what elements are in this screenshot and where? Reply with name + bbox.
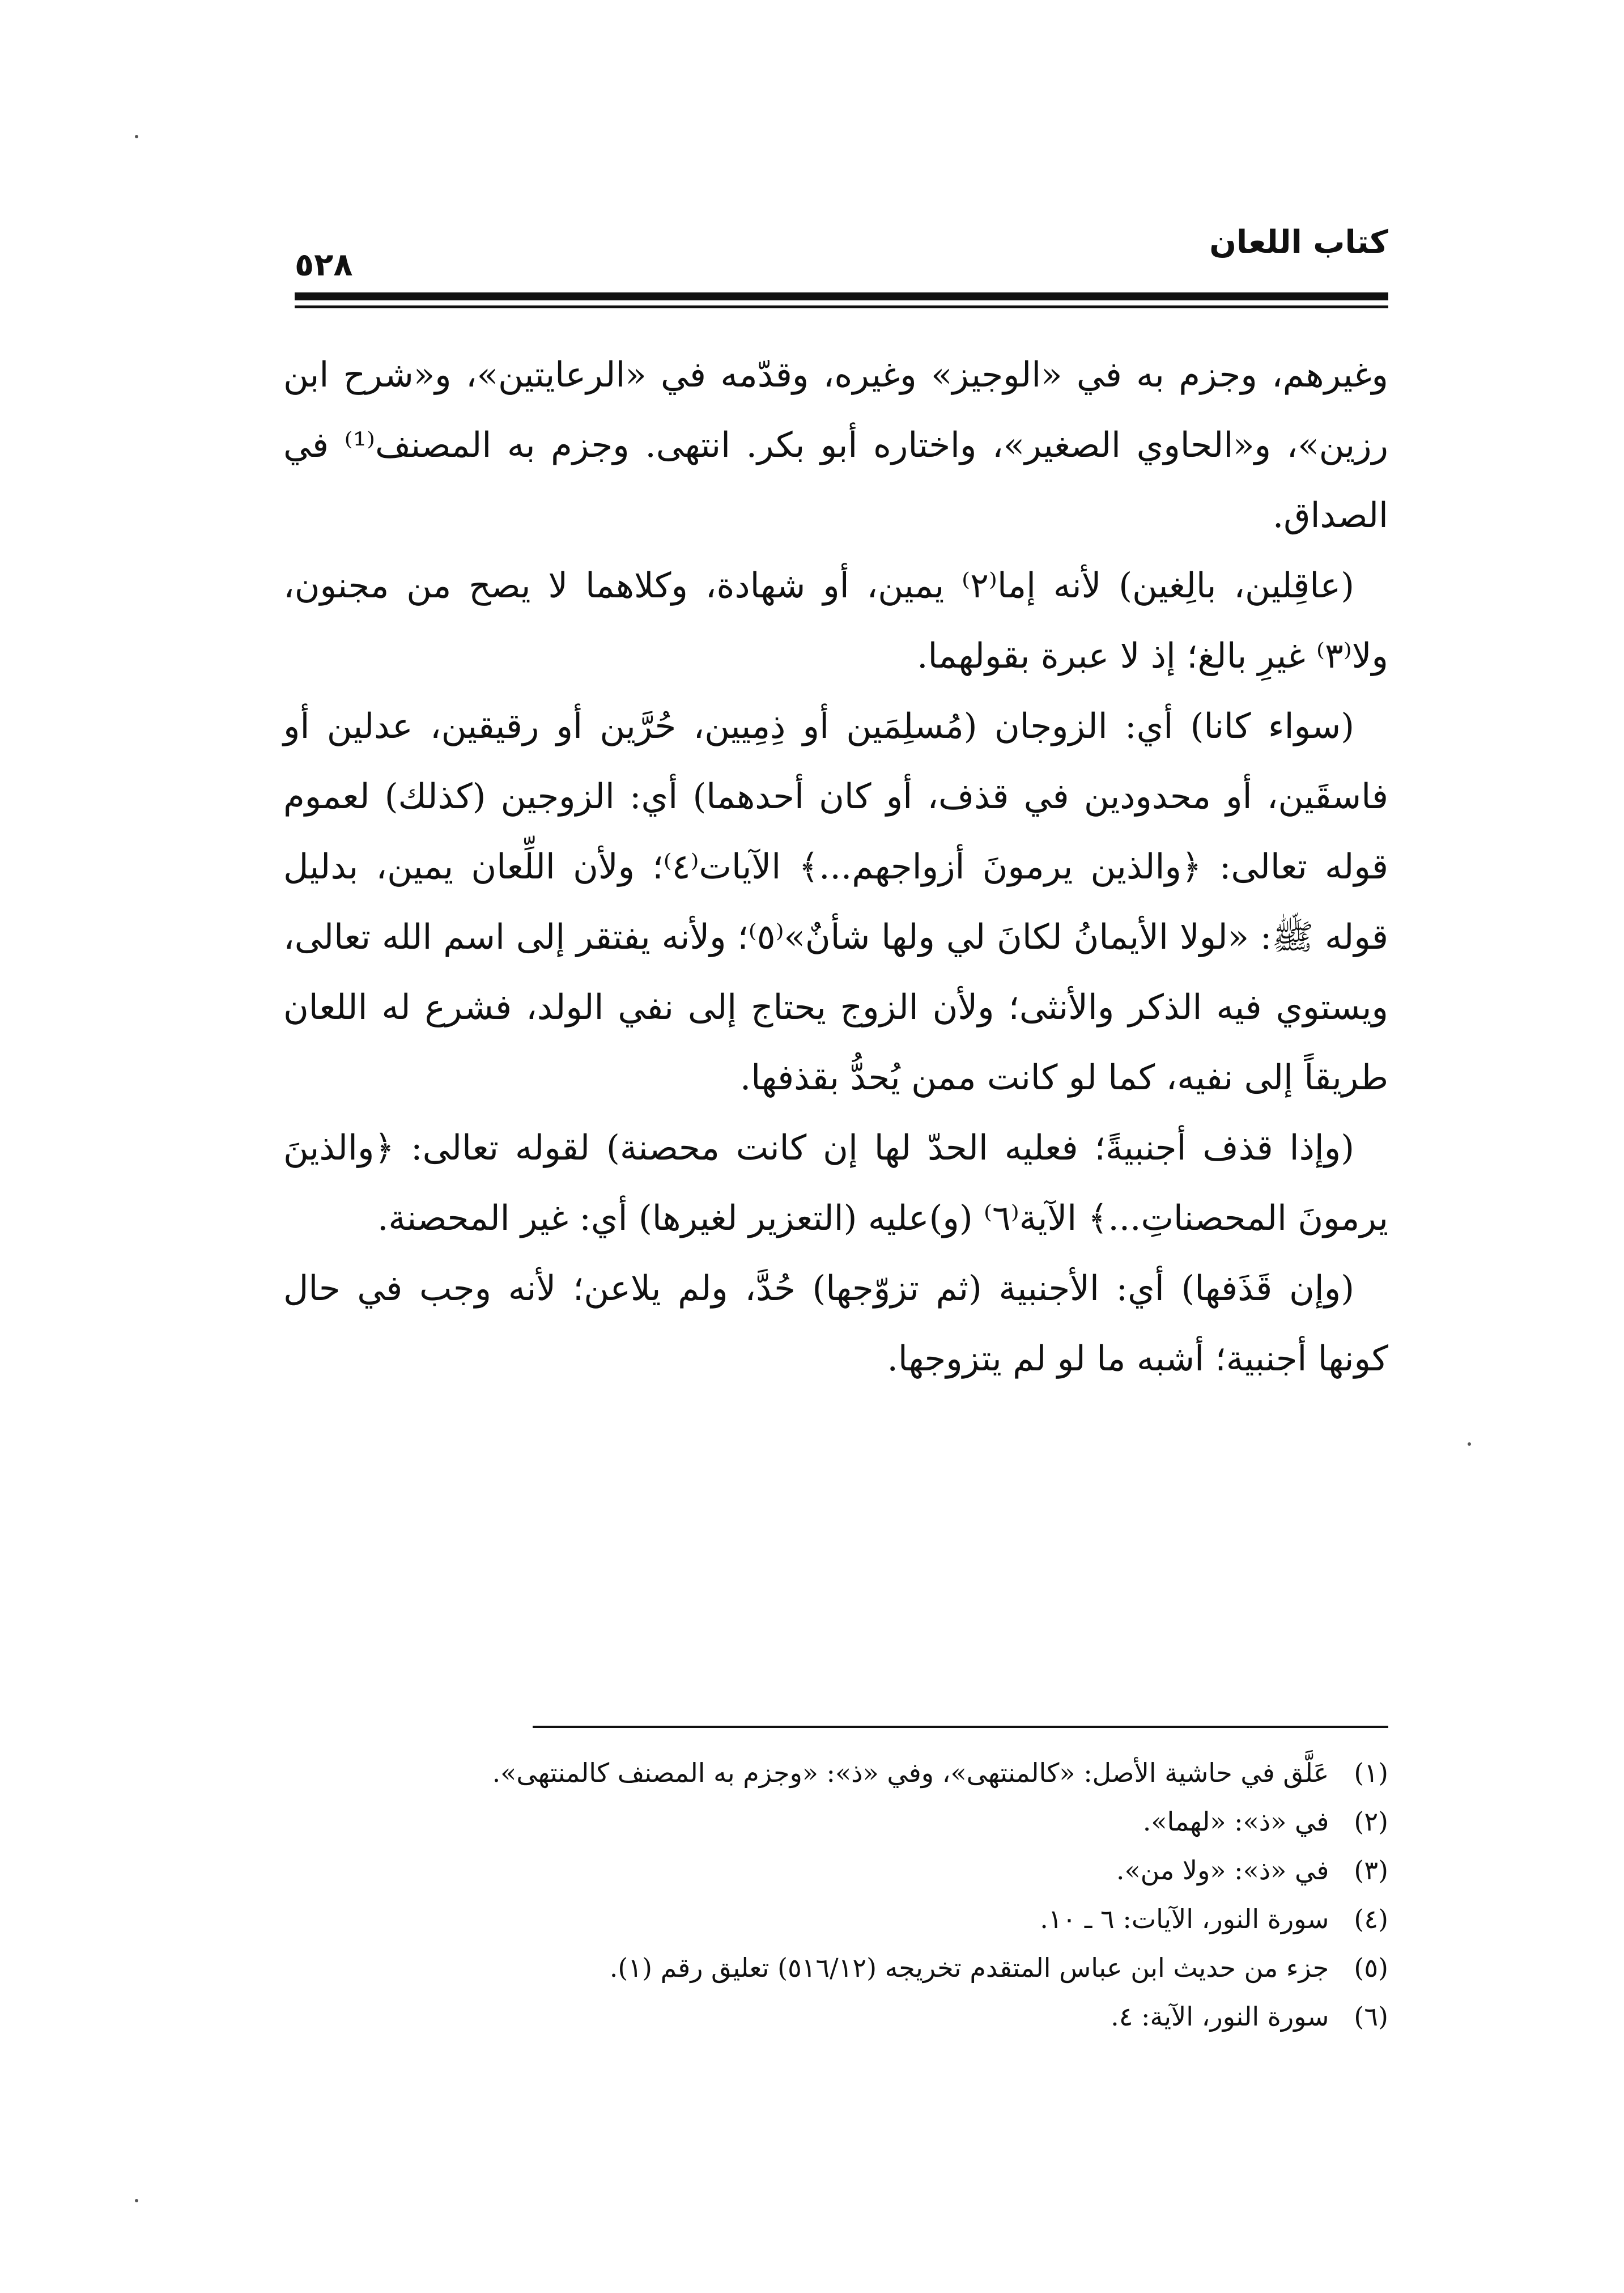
footnote-marker: (٤)	[1354, 1904, 1388, 1934]
scan-speck	[1468, 1442, 1471, 1446]
footnotes	[317, 1748, 1388, 2041]
paragraph: وغيرهم، وجزم به في «الوجيز» وغيره، وقدّمه في «الرعايتين»، و«شرح ابن رزين»، و«الحاوي الصغير»، واختاره أبو بكر. انتهى. وجزم به المصنف⁽¹⁾ في الصداق.	[283, 355, 1388, 536]
scan-speck	[135, 135, 138, 138]
paragraph: (سواء كانا) أي: الزوجان (مُسلِمَين أو ذِمِيين، حُرَّين أو رقيقين، عدلين أو فاسقَين، أو محدودين في قذف، أو كان أحدهما) أي: الزوجين (كذلك) لعموم قوله تعالى: ﴿والذين يرمونَ أزواجهم...﴾ الآيات⁽٤⁾؛ ولأن اللِّعان يمين، بدليل قوله ﷺ: «لولا الأيمانُ لكانَ لي ولها شأنٌ»⁽٥⁾؛ ولأنه يفتقر إلى اسم الله تعالى، ويستوي فيه الذكر والأنثى؛ ولأن الزوج يحتاج إلى نفي الولد، فشرع له اللعان طريقاً إلى نفيه، كما لو كانت ممن يُحدُّ بقذفها.	[283, 706, 1388, 1098]
footnote-marker: (٦)	[1354, 2001, 1388, 2032]
footnote	[317, 1797, 1388, 1846]
header-rule-thin	[295, 305, 1388, 308]
footnote-text: في «ذ»: «لهما».	[1142, 1806, 1329, 1837]
footnote-text: في «ذ»: «ولا من».	[1116, 1855, 1329, 1886]
header-rule-thick	[295, 292, 1388, 300]
paragraph: (عاقِلين، بالِغين) لأنه إما⁽٢⁾ يمين، أو شهادة، وكلاهما لا يصح من مجنون، ولا⁽٣⁾ غيرِ بالغ؛ إذ لا عبرة بقولهما.	[283, 566, 1388, 676]
footnote-marker: (١)	[1354, 1757, 1388, 1788]
footnote-text: سورة النور، الآية: ٤.	[1111, 2001, 1329, 2032]
footnote-text: سورة النور، الآيات: ٦ ـ ١٠.	[1040, 1904, 1329, 1934]
main-text	[283, 340, 1388, 1394]
footnote	[317, 1895, 1388, 1943]
footnote-text: جزء من حديث ابن عباس المتقدم تخريجه (٥١٦/١٢) تعليق رقم (١).	[609, 1952, 1329, 1983]
paragraph: (وإن قَذَفها) أي: الأجنبية (ثم تزوّجها) حُدَّ، ولم يلاعن؛ لأنه وجب في حال كونها أجنبية؛ أشبه ما لو لم يتزوجها.	[283, 1268, 1388, 1379]
paragraph: (وإذا قذف أجنبيةً؛ فعليه الحدّ لها إن كانت محصنة) لقوله تعالى: ﴿والذينَ يرمونَ المحصناتِ...﴾ الآية⁽٦⁾ (و)عليه (التعزير لغيرها) أي: غير المحصنة.	[283, 1128, 1388, 1238]
footnote-text: عَلَّق في حاشية الأصل: «كالمنتهى»، وفي «ذ»: «وجزم به المصنف كالمنتهى».	[492, 1757, 1329, 1788]
footnote	[317, 1992, 1388, 2041]
chapter-title: كتاب اللعان	[1209, 224, 1388, 261]
running-header	[295, 224, 1388, 292]
footnote-marker: (٥)	[1354, 1952, 1388, 1983]
page-number: ٥٢٨	[295, 247, 353, 283]
footnote-separator	[533, 1726, 1388, 1728]
scan-speck	[135, 2199, 138, 2202]
footnote	[317, 1748, 1388, 1797]
footnote	[317, 1943, 1388, 1992]
footnote	[317, 1846, 1388, 1895]
footnote-marker: (٣)	[1354, 1855, 1388, 1886]
footnote-marker: (٢)	[1354, 1806, 1388, 1837]
